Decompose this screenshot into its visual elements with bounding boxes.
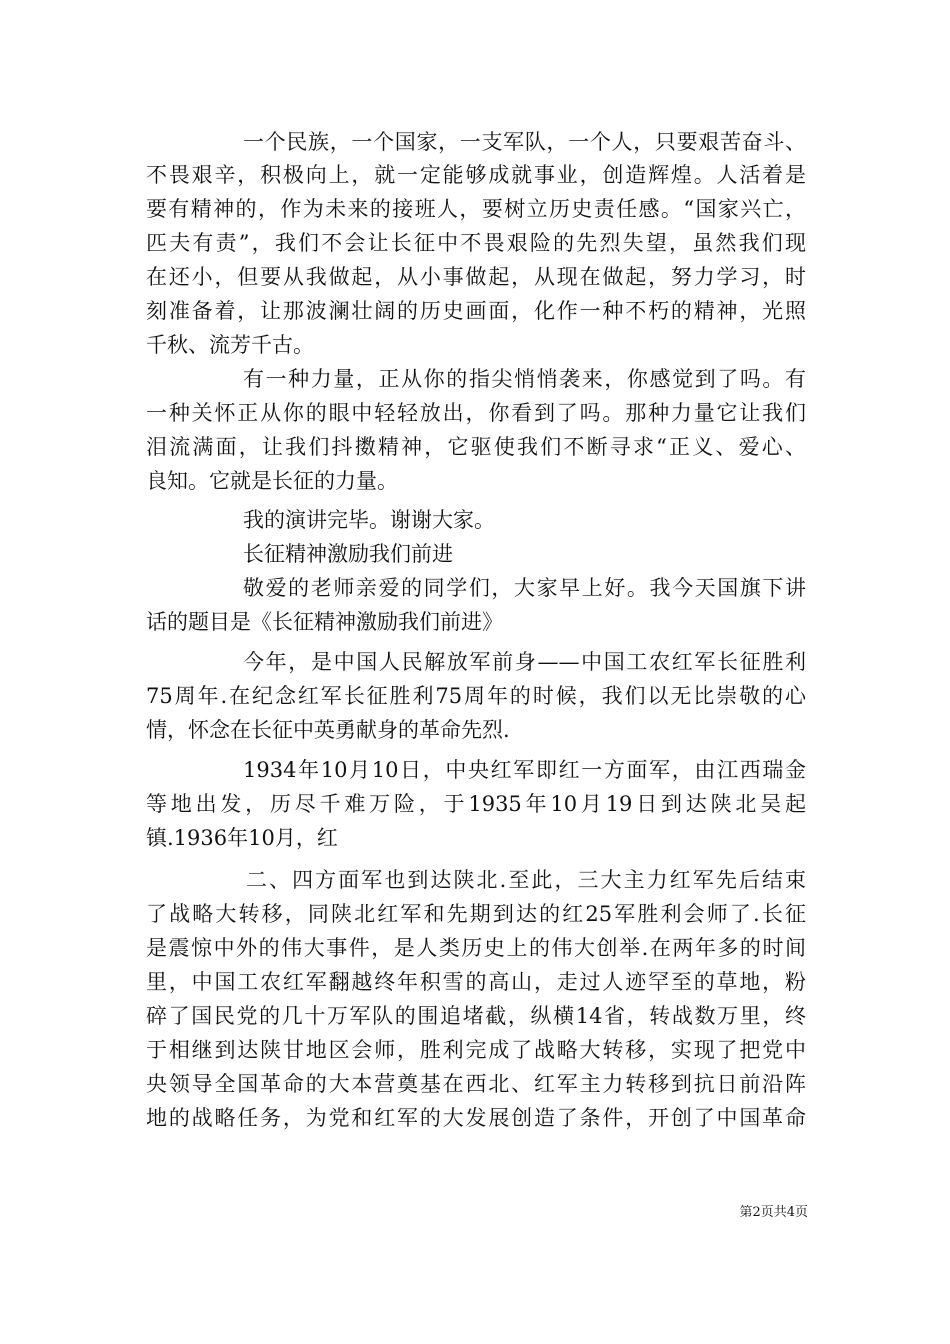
body-text-line: 碎了国民党的几十万军队的围追堵截，纵横14省，转战数万里，终 bbox=[146, 1004, 806, 1028]
body-text-line: 话的题目是《长征精神激励我们前进》 bbox=[146, 610, 503, 634]
body-text-line: 央领导全国革命的大本营奠基在西北、红军主力转移到抗日前沿阵 bbox=[146, 1072, 806, 1096]
body-text-line: 有一种力量，正从你的指尖悄悄袭来，你感觉到了吗。有 bbox=[243, 367, 806, 391]
body-text-line: 一个民族，一个国家，一支军队，一个人，只要艰苦奋斗、 bbox=[243, 130, 806, 154]
body-text-line: 良知。它就是长征的力量。 bbox=[146, 469, 398, 493]
body-text-line: 一种关怀正从你的眼中轻轻放出，你看到了吗。那种力量它让我们 bbox=[146, 401, 806, 425]
body-text-line: 不畏艰辛，积极向上，就一定能够成就事业，创造辉煌。人活着是 bbox=[146, 163, 806, 187]
body-text-line: 千秋、流芳千古。 bbox=[146, 333, 314, 357]
body-text-line: 敬爱的老师亲爱的同学们，大家早上好。我今天国旗下讲 bbox=[243, 576, 806, 600]
body-text-line: 1934年10月10日，中央红军即红一方面军，由江西瑞金 bbox=[243, 758, 806, 782]
body-text-line: 要有精神的，作为未来的接班人，要树立历史责任感。“国家兴亡， bbox=[146, 197, 806, 221]
body-text-line: 了战略大转移，同陕北红军和先期到达的红25军胜利会师了.长征 bbox=[146, 902, 806, 926]
body-text-line: 是震惊中外的伟大事件，是人类历史上的伟大创举.在两年多的时间 bbox=[146, 936, 806, 960]
body-text-line: 匹夫有责”，我们不会让长征中不畏艰险的先烈失望，虽然我们现 bbox=[146, 231, 806, 255]
body-text-line: 二、四方面军也到达陕北.至此，三大主力红军先后结束 bbox=[246, 868, 806, 892]
page-number: 第2页共4页 bbox=[739, 1205, 808, 1220]
body-text-line: 75周年.在纪念红军长征胜利75周年的时候，我们以无比崇敬的心 bbox=[146, 684, 806, 708]
closing-line: 我的演讲完毕。谢谢大家。 bbox=[243, 508, 495, 532]
body-text-line: 泪流满面，让我们抖擞精神，它驱使我们不断寻求“正义、爱心、 bbox=[146, 435, 806, 459]
body-text-line: 情，怀念在长征中英勇献身的革命先烈. bbox=[146, 718, 510, 742]
body-text-line: 在还小，但要从我做起，从小事做起，从现在做起，努力学习，时 bbox=[146, 265, 806, 289]
body-text-line: 地的战略任务，为党和红军的大发展创造了条件，开创了中国革命 bbox=[146, 1106, 806, 1130]
body-text-line: 等地出发，历尽千难万险，于1935年10月19日到达陕北吴起 bbox=[146, 792, 806, 816]
body-text-line: 里，中国工农红军翻越终年积雪的高山，走过人迹罕至的草地，粉 bbox=[146, 970, 806, 994]
body-text-line: 镇.1936年10月，红 bbox=[146, 826, 338, 850]
section-title: 长征精神激励我们前进 bbox=[243, 542, 453, 566]
body-text-line: 于相继到达陕甘地区会师，胜利完成了战略大转移，实现了把党中 bbox=[146, 1038, 806, 1062]
body-text-line: 刻准备着，让那波澜壮阔的历史画面，化作一种不朽的精神，光照 bbox=[146, 299, 806, 323]
body-text-line: 今年，是中国人民解放军前身——中国工农红军长征胜利 bbox=[243, 650, 806, 674]
